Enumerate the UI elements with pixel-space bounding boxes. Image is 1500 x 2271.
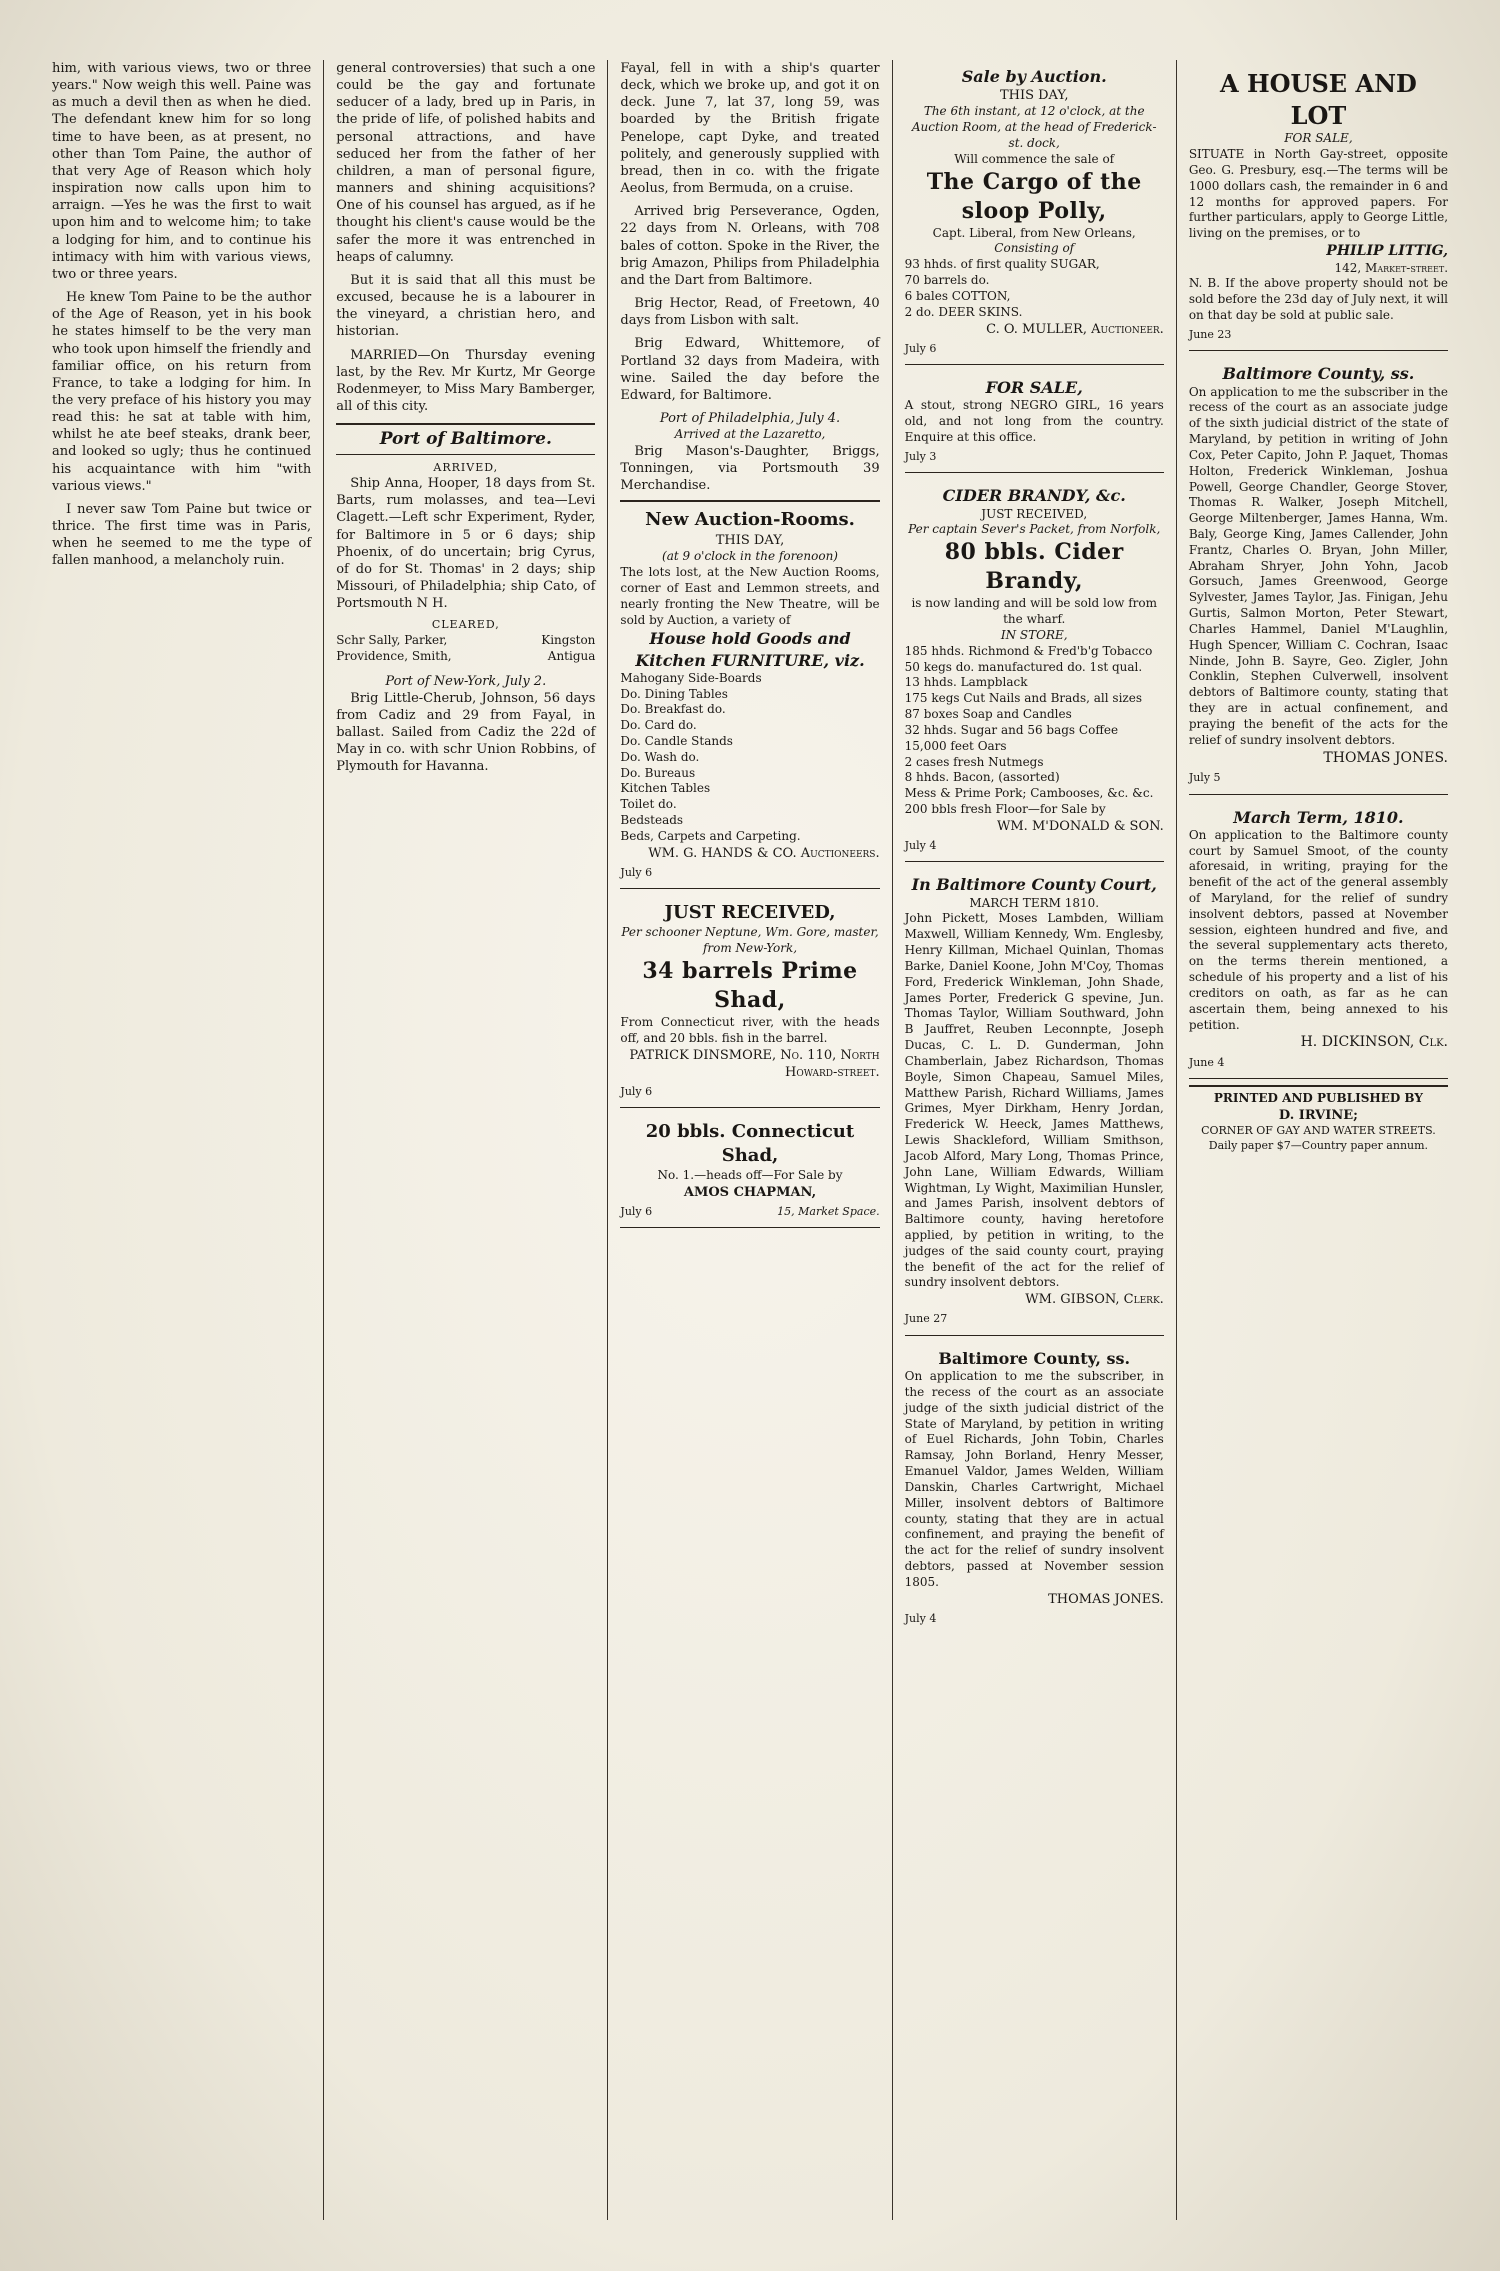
court-title: In Baltimore County Court, — [911, 875, 1157, 895]
bc-date: July 4 — [904, 1611, 937, 1625]
cider-item: 185 hhds. Richmond & Fred'b'g Tobacco — [904, 643, 1153, 658]
forsale-ad — [905, 371, 1164, 473]
house-nb: N. B. If the above property should not be sold before the 23d day of July next, it will on that day be sold at public sale. — [1188, 276, 1449, 323]
article-paragraph: But it is said that all this must be excused, because he is a labourer in the vineyard, a christian hero, and historian. — [336, 272, 596, 340]
auction-text: The lots lost, at the New Auction Rooms, corner of East and Lemmon streets, and nearly fronting the New Theatre, will be sold by Auction, a variety of — [620, 565, 880, 627]
cider-date: July 4 — [904, 838, 937, 852]
cider-ad — [905, 479, 1164, 862]
cider-item: 200 bbls fresh Floor—for Sale by — [904, 801, 1106, 816]
auction-title: New Auction-Rooms. — [645, 509, 855, 531]
bc2-title: Baltimore County, ss. — [1222, 364, 1415, 384]
sale-sign: C. O. MULLER, Auctioneer. — [986, 321, 1164, 337]
bc2-date: July 5 — [1188, 771, 1221, 785]
ship-name: Providence, Smith, — [336, 648, 452, 663]
article-paragraph: him, with various views, two or three years." Now weigh this well. Paine was as much a devil then as when he died. The defendant knew him for so long time to have been, as at present, no other than Tom Paine, the author of that very Age of Reason which holy inspiration now calls upon him to arraign. —Yes he was the first to wait upon him and to welcome him; to take a lodging for him, and to continue his intimacy with him with various views, two or three years. — [52, 61, 312, 282]
auction-item: Toilet do. — [620, 797, 677, 812]
port-philly-title: Port of Philadelphia, July 4. — [659, 410, 841, 426]
cider-sub: JUST RECEIVED, — [981, 506, 1088, 521]
cider-title: CIDER BRANDY, &c. — [942, 486, 1126, 506]
sale-big: The Cargo of the sloop Polly, — [926, 168, 1142, 224]
march-date: June 4 — [1188, 1055, 1225, 1069]
footer-printer: D. IRVINE; — [1278, 1108, 1358, 1124]
bc-notice — [905, 1342, 1164, 1634]
port-arrived-label: ARRIVED, — [433, 460, 499, 474]
cider-item: 87 boxes Soap and Candles — [904, 707, 1072, 722]
footer-addr: CORNER OF GAY AND WATER STREETS. — [1201, 1124, 1436, 1138]
sale-date: July 6 — [904, 341, 937, 355]
cider-item: Mess & Prime Pork; Cambooses, &c. &c. — [904, 786, 1154, 801]
auction-goods: House hold Goods and Kitchen FURNITURE, viz. — [635, 629, 865, 670]
cleared-label: CLEARED, — [431, 618, 500, 632]
cider-text: is now landing and will be sold low from the wharf. — [911, 596, 1157, 627]
port-philly-text: Brig Mason's-Daughter, Briggs, Tonningen, via Portsmouth 39 Merchandise. — [620, 443, 880, 494]
forsale-text: A stout, strong NEGRO GIRL, 16 years old, and not long from the country. Enquire at this office. — [904, 398, 1164, 445]
auction-item: Do. Dining Tables — [620, 686, 728, 701]
sale-text: The 6th instant, at 12 o'clock, at the Auction Room, at the head of Frederick-st. dock, — [911, 104, 1157, 150]
court-notice — [905, 868, 1164, 1335]
sale-title: Sale by Auction. — [961, 67, 1107, 86]
article-paragraph: He knew Tom Paine to be the author of the Age of Reason, yet in his book he states himself to be the very man who took upon himself the friendly and familiar office, on his return from France, to take a lodging for him. In the very preface of his history you may read this: he sat at table with him, whilst he ate beef steaks, drank beer, and looked so ugly; thus he continued his acquaintance with him "with various views." — [52, 290, 312, 494]
cider-per: Per captain Sever's Packet, from Norfolk, — [908, 522, 1161, 537]
house-sign: PHILIP LITTIG, — [1326, 243, 1449, 260]
auction-item: Do. Breakfast do. — [620, 702, 726, 717]
received-text: From Connecticut river, with the heads off, and 20 bbls. fish in the barrel. — [620, 1014, 880, 1045]
auction-time: (at 9 o'clock in the forenoon) — [662, 549, 838, 564]
cider-big: 80 bbls. Cider Brandy, — [944, 539, 1124, 595]
auction-item: Do. Candle Stands — [620, 734, 733, 748]
march-title: March Term, 1810. — [1233, 807, 1404, 827]
auction-item: Bedsteads — [620, 813, 684, 828]
auction-item: Beds, Carpets and Carpeting. — [620, 828, 801, 843]
bc-text: On application to me the subscriber, in the recess of the court as an associate judge of the sixth judicial district of the State of Maryland, by petition in writing of Euel Richards, John Tobin, Charles Ramsay, John Borland, Henry Messer, Emanuel Valdor, James Welden, William Danskin, Charles Cartwright, Michael Miller, insolvent debtors of Baltimore county, stating that they are in actual confinement, and praying the benefit of the act for the relief of sundry insolvent debtors, passed at November session 1805. — [904, 1369, 1164, 1589]
column-5 — [1177, 60, 1460, 2220]
auction-ad — [620, 500, 879, 889]
footer-terms: Daily paper $7—Country paper annum. — [1208, 1138, 1429, 1152]
ship-dest: Kingston — [541, 632, 596, 647]
bc-sign: THOMAS JONES. — [1048, 1591, 1164, 1607]
sale-capt: Capt. Liberal, from New Orleans, — [932, 225, 1136, 240]
sale-item: 6 bales COTTON, — [904, 288, 1011, 303]
house-text: SITUATE in North Gay-street, opposite Geo. G. Presbury, esq.—The terms will be 1000 dollars cash, the remainder in 6 and 12 months for approved papers. For further particulars, apply to George Little, living on the premises, or to — [1188, 147, 1449, 241]
march-sign: H. DICKINSON, Clk. — [1300, 1034, 1449, 1051]
article-paragraph: I never saw Tom Paine but twice or thrice. The first time was in Paris, when he seemed to me the type of fallen manhood, a melancholy ruin. — [52, 501, 312, 569]
sale-consisting: Consisting of — [994, 241, 1075, 256]
sale-will: Will commence the sale of — [954, 151, 1115, 166]
shad-addr: 15, Market Space. — [777, 1204, 880, 1218]
shad-date: July 6 — [620, 1204, 653, 1218]
sale-item: 93 hhds. of first quality SUGAR, — [904, 257, 1100, 272]
lazaretto-label: Arrived at the Lazaretto, — [674, 427, 826, 442]
ship-dest: Antigua — [547, 648, 596, 663]
port-ny-text: Brig Little-Cherub, Johnson, 56 days from Cadiz and 29 from Fayal, in ballast. Sailed from Cadiz the 22d of May in co. with schr Union Robbins, of Plymouth for Havanna. — [336, 690, 596, 775]
cider-store: IN STORE, — [1000, 627, 1068, 642]
house-ad — [1189, 60, 1448, 351]
columns-container — [40, 60, 1460, 2220]
house-addr: 142, Market-street. — [1334, 260, 1449, 275]
court-term: MARCH TERM 1810. — [969, 895, 1100, 910]
port-ny-title: Port of New-York, July 2. — [385, 673, 547, 689]
port-baltimore-title: Port of Baltimore. — [336, 423, 595, 454]
ship-name: Schr Sally, Parker, — [336, 632, 448, 647]
port-arrivals-text: Ship Anna, Hooper, 18 days from St. Barts, rum molasses, and tea—Levi Clagett.—Left schr Experiment, Ryder, for Baltimore in 5 or 6 days; ship Phoenix, of do uncertain; brig Cyrus, of do for St. Thomas' in 2 days; ship Missouri, of Philadelphia; ship Cato, of Portsmouth N H. — [336, 476, 596, 612]
cider-item: 15,000 feet Oars — [904, 738, 1007, 753]
column-2 — [324, 60, 608, 2220]
column-4 — [893, 60, 1177, 2220]
bc2-text: On application to me the subscriber in the recess of the court as an associate judge of the sixth judicial district of the state of Maryland, by petition in writing of John Cox, Peter Capito, John P. Jaquet, Thomas Holton, Frederick Winkleman, Joshua Powell, George Chandler, George Stover, Thomas R. Walker, Joseph Mitchell, George Miltenberger, James Hanna, Wm. Baly, George King, James Callender, John Frantz, Charles O. Bryan, John Miller, Abraham Shryer, John Yohn, Jacob Gorsuch, James Greenwood, George Sylvester, James Taylor, Jas. Finigan, Jehu Gurtis, Salmon Morton, Peter Stewart, Charles Hammel, Daniel M'Laughlin, Hugh Spencer, William C. Cochran, Isaac Ninde, John B. Sayre, Geo. Zigler, John Conklin, Stephen Culverwell, insolvent debtors of Baltimore county, stating that they are in actual confinement, and praying the benefit of the acts for the relief of sundry insolvent debtors. — [1188, 384, 1449, 747]
bc2-sign: THOMAS JONES. — [1323, 749, 1449, 766]
auction-item: Mahogany Side-Boards — [620, 670, 762, 685]
court-sign: WM. GIBSON, Clerk. — [1025, 1292, 1164, 1308]
cleared-row — [336, 633, 595, 649]
court-date: June 27 — [904, 1312, 948, 1326]
auction-item: Do. Wash do. — [620, 749, 700, 764]
footer-pub: PRINTED AND PUBLISHED BY — [1213, 1091, 1423, 1106]
house-date: June 23 — [1188, 327, 1232, 341]
house-sub: FOR SALE, — [1284, 131, 1353, 146]
shad-received-ad — [620, 895, 879, 1108]
received-big: 34 barrels Prime Shad, — [642, 957, 858, 1013]
cider-item: 50 kegs do. manufactured do. 1st qual. — [904, 659, 1143, 674]
auction-item: Do. Bureaus — [620, 765, 696, 780]
cider-sign: WM. M'DONALD & SON. — [997, 818, 1164, 834]
house-title: A HOUSE AND LOT — [1219, 69, 1417, 130]
forsale-date: July 3 — [904, 449, 937, 463]
auction-day: THIS DAY, — [715, 533, 785, 549]
forsale-title: FOR SALE, — [985, 378, 1083, 398]
received-sign: PATRICK DINSMORE, No. 110, North Howard-street. — [629, 1047, 880, 1080]
article-paragraph: Arrived brig Perseverance, Ogden, 22 days from N. Orleans, with 708 bales of cotton. Spoke in the River, the brig Amazon, Philips from Philadelphia and the Dart from Baltimore. — [620, 204, 880, 288]
shad-text: No. 1.—heads off—For Sale by — [657, 1167, 843, 1182]
cleared-row — [336, 649, 595, 665]
marriage-notice: MARRIED—On Thursday evening last, by the Rev. Mr Kurtz, Mr George Rodenmeyer, to Miss Mary Bamberger, all of this city. — [336, 347, 596, 414]
auction-item: Kitchen Tables — [620, 781, 711, 796]
auction-sign: WM. G. HANDS & CO. Auctioneers. — [648, 845, 880, 861]
auction-date: July 6 — [620, 865, 653, 879]
publisher-footer — [1189, 1085, 1448, 1153]
sale-item: 70 barrels do. — [904, 273, 990, 288]
sale-item: 2 do. DEER SKINS. — [904, 304, 1023, 319]
cider-item: 2 cases fresh Nutmegs — [904, 754, 1044, 769]
column-1 — [40, 60, 324, 2220]
received-sub: Per schooner Neptune, Wm. Gore, master, from New-York, — [621, 925, 879, 956]
shad-title: 20 bbls. Connecticut Shad, — [645, 1121, 855, 1167]
received-date: July 6 — [620, 1084, 653, 1098]
bc-title: Baltimore County, ss. — [938, 1348, 1131, 1368]
march-notice — [1189, 801, 1448, 1080]
cider-item: 13 hhds. Lampblack — [904, 675, 1028, 690]
sale-auction-ad — [905, 60, 1164, 365]
cider-item: 8 hhds. Bacon, (assorted) — [904, 770, 1060, 785]
received-title: JUST RECEIVED, — [664, 902, 836, 924]
sale-day: THIS DAY, — [999, 88, 1069, 104]
bc2-notice — [1189, 357, 1448, 794]
article-paragraph: general controversies) that such a one could be the gay and fortunate seducer of a lady, bred up in Paris, in the pride of life, of polished habits and personal attractions, and have seduced her from the father of her children, a man of personal figure, manners and shining acquisitions? One of his counsel has argued, as if he thought his client's cause would be the safer the more it was entrenched in heaps of calumny. — [336, 61, 596, 265]
shad-sign: AMOS CHAPMAN, — [683, 1184, 817, 1200]
shad-ad — [620, 1114, 879, 1228]
cider-item: 175 kegs Cut Nails and Brads, all sizes — [904, 691, 1142, 706]
court-text: John Pickett, Moses Lambden, William Maxwell, William Kennedy, Wm. Englesby, Henry Killman, Michael Quinlan, Thomas Barke, Daniel Koone, John M'Coy, Thomas Ford, Frederick Winkleman, John Shade, James Porter, Frederick G spevine, Jun. Thomas Taylor, William Southward, John B Jauffret, Reuben Leconnpte, Joseph Ducas, C. L. D. Gunderman, John Chamberlain, Jabez Richardson, Thomas Boyle, Simon Chapeau, Samuel Miles, Matthew Parish, Richard Williams, James Grimes, Myer Dirkham, Henry Jordan, Frederick W. Heeck, James Matthews, Lewis Shackleford, William Smithson, Jacob Alford, Mary Long, Thomas Prince, John Lane, William Edwards, William Wightman, Ly Wight, Maximilian Hunsler, and James Parish, insolvent debtors of Baltimore county, having heretofore applied, by petition in writing, to the judges of the said county court, praying the benefit of the act for the relief of sundry insolvent debtors. — [904, 911, 1164, 1290]
article-paragraph: Brig Edward, Whittemore, of Portland 32 days from Madeira, with wine. Sailed the day before the Edward, for Baltimore. — [620, 336, 880, 403]
march-text: On application to the Baltimore county court by Samuel Smoot, of the county aforesaid, in writing, praying for the benefit of the act of the general assembly of Maryland, for the relief of sundry insolvent debtors, passed at November session, eighteen hundred and five, and the several supplementary acts thereto, on the terms therein mentioned, a schedule of his property and a list of his creditors on oath, as far as he can ascertain them, being annexed to his petition. — [1188, 827, 1449, 1032]
column-3 — [608, 60, 892, 2220]
article-paragraph: Fayal, fell in with a ship's quarter deck, which we broke up, and got it on deck. June 7, lat 37, long 59, was boarded by the British frigate Penelope, capt Dyke, and treated politely, and generously supplied with bread, then in co. with the frigate Aeolus, from Bermuda, on a cruise. — [620, 61, 880, 197]
article-paragraph: Brig Hector, Read, of Freetown, 40 days from Lisbon with salt. — [620, 296, 880, 329]
cider-item: 32 hhds. Sugar and 56 bags Coffee — [904, 722, 1119, 737]
auction-item: Do. Card do. — [620, 718, 697, 733]
